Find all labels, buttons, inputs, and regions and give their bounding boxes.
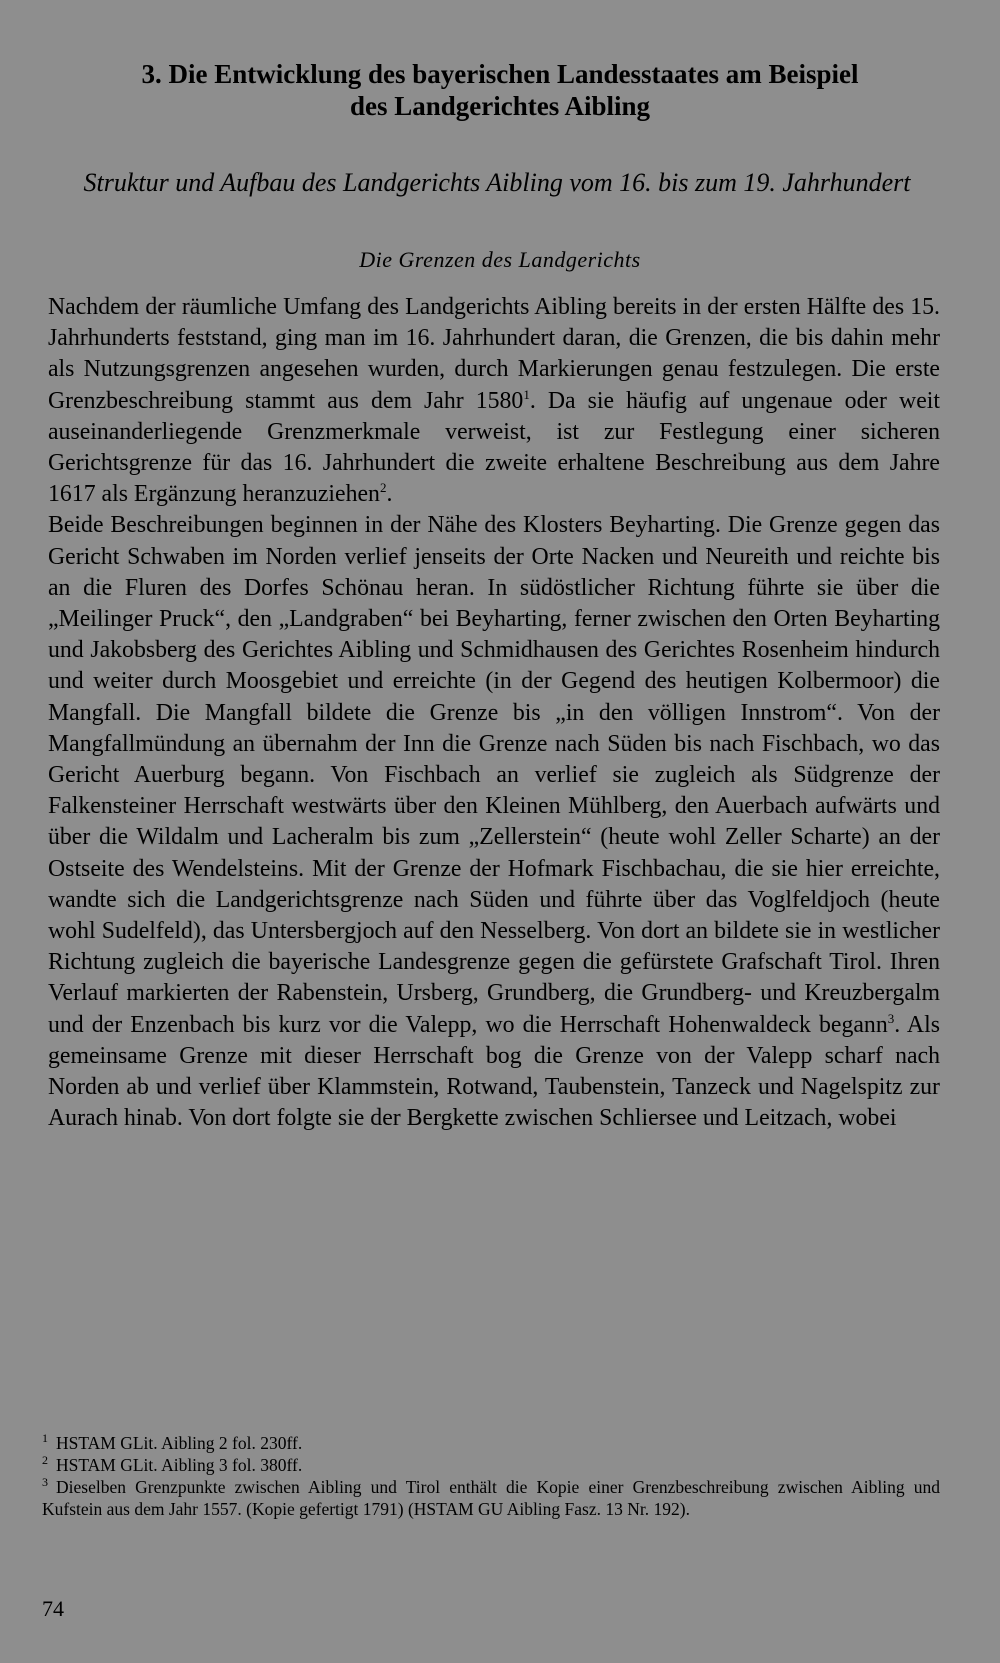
subheading: Struktur und Aufbau des Landgerichts Aibling vom 16. bis zum 19. Jahrhundert — [83, 168, 911, 197]
paragraph-2 — [48, 510, 940, 1134]
paragraph-1-text-c: . — [386, 481, 393, 508]
footnote-2 — [42, 1454, 940, 1476]
section-title: Die Grenzen des Landgerichts — [359, 247, 641, 272]
footnotes — [42, 1432, 940, 1520]
paragraph-2-text-a: Beide Beschreibungen beginnen in der Nähe des Klosters Beyharting. Die Grenze gegen das Gericht Schwaben im Norden verlief jenseits der Orte Nacken und Neureith und reichte bis an die Fluren des Dorfes Schönau heran. In südöstlicher Richtung führte sie über die „Meilinger Pruck“, den „Landgraben“ bei Beyharting, ferner zwischen den Orten Beyharting und Jakobsberg des Gerichtes Aibling und Schmidhausen des Gerichtes Rosenheim hindurch und weiter durch Moosgebiet und erreichte (in der Gegend des heutigen Kolbermoor) die Mangfall. Die Mangfall bildete die Grenze bis „in den völligen Innstrom“. Von der Mangfallmündung an übernahm der Inn die Grenze nach Süden bis nach Fischbach, wo das Gericht Auerburg begann. Von Fischbach an verlief sie zugleich als Südgrenze der Falkensteiner Herrschaft westwärts über den Kleinen Mühlberg, den Auerbach aufwärts und über die Wildalm und Lacheralm bis zum „Zellerstein“ (heute wohl Zeller Scharte) an der Ostseite des Wendelsteins. Mit der Grenze der Hofmark Fischbachau, die sie hier erreichte, wandte sich die Landgerichtsgrenze nach Süden und führte über das Voglfeldjoch (heute wohl Sudelfeld), das Untersbergjoch auf den Nesselberg. Von dort an bildete sie in westlicher Richtung zugleich die bayerische Landesgrenze gegen die gefürstete Grafschaft Tirol. Ihren Verlauf markierten der Rabenstein, Ursberg, Grundberg, die Grundberg- und Kreuzbergalm und der Enzenbach bis kurz vor die Valepp, wo die Herrschaft Hohenwaldeck begann — [48, 512, 940, 1038]
chapter-heading-line2: des Landgerichtes Aibling — [349, 91, 651, 121]
footnote-ref-1: 1 — [523, 386, 530, 402]
footnote-1-mark: 1 — [42, 1431, 48, 1446]
paragraph-1-text-a: Nachdem der räumliche Umfang des Landgerichts Aibling bereits in der ersten Hälfte des 15. Jahrhunderts feststand, ging man im 16. Jahrhundert daran, die Grenzen, die bis dahin mehr als Nutzungsgrenzen angesehen wurden, durch Markierungen genau festzulegen. Die erste Grenzbeschreibung stammt aus dem Jahr 1580 — [48, 294, 940, 414]
footnote-3 — [42, 1476, 940, 1520]
footnote-ref-3: 3 — [887, 1010, 895, 1026]
paragraph-1 — [48, 292, 940, 510]
footnote-3-text: Dieselben Grenzpunkte zwischen Aibling und Tirol enthält die Kopie einer Grenzbeschreibung zwischen Aibling und Kufstein aus dem Jahr 1557. (Kopie gefertigt 1791) (HSTAM GU Aibling Fasz. 13 Nr. 192). — [42, 1477, 940, 1519]
footnote-1 — [42, 1432, 940, 1454]
body-text — [48, 292, 940, 1134]
chapter-heading-line1: 3. Die Entwicklung des bayerischen Landesstaates am Beispiel — [141, 59, 859, 89]
footnote-2-text: HSTAM GLit. Aibling 3 fol. 380ff. — [56, 1455, 303, 1475]
paragraph-1-text-b: . Da sie häufig auf ungenaue oder weit auseinanderliegende Grenzmerkmale verweist, ist zur Festlegung einer sicheren Gerichtsgrenze für das 16. Jahrhundert die zweite erhaltene Beschreibung aus dem Jahre 1617 als Ergänzung heranzuziehen — [48, 387, 940, 508]
footnote-1-text: HSTAM GLit. Aibling 2 fol. 230ff. — [56, 1433, 303, 1453]
footnote-ref-2: 2 — [379, 480, 387, 496]
paragraph-2-text-b: . Als gemeinsame Grenze mit dieser Herrschaft bog die Grenze von der Valepp scharf nach Norden ab und verlief über Klammstein, Rotwand, Taubenstein, Tanzeck und Nagelspitz zur Aurach hinab. Von dort folgte sie der Bergkette zwischen Schliersee und Leitzach, wobei — [48, 1011, 940, 1132]
chapter-heading — [48, 58, 952, 122]
footnote-2-mark: 2 — [42, 1453, 48, 1468]
page-number: 74 — [42, 1596, 64, 1621]
footnote-3-mark: 3 — [42, 1475, 48, 1490]
